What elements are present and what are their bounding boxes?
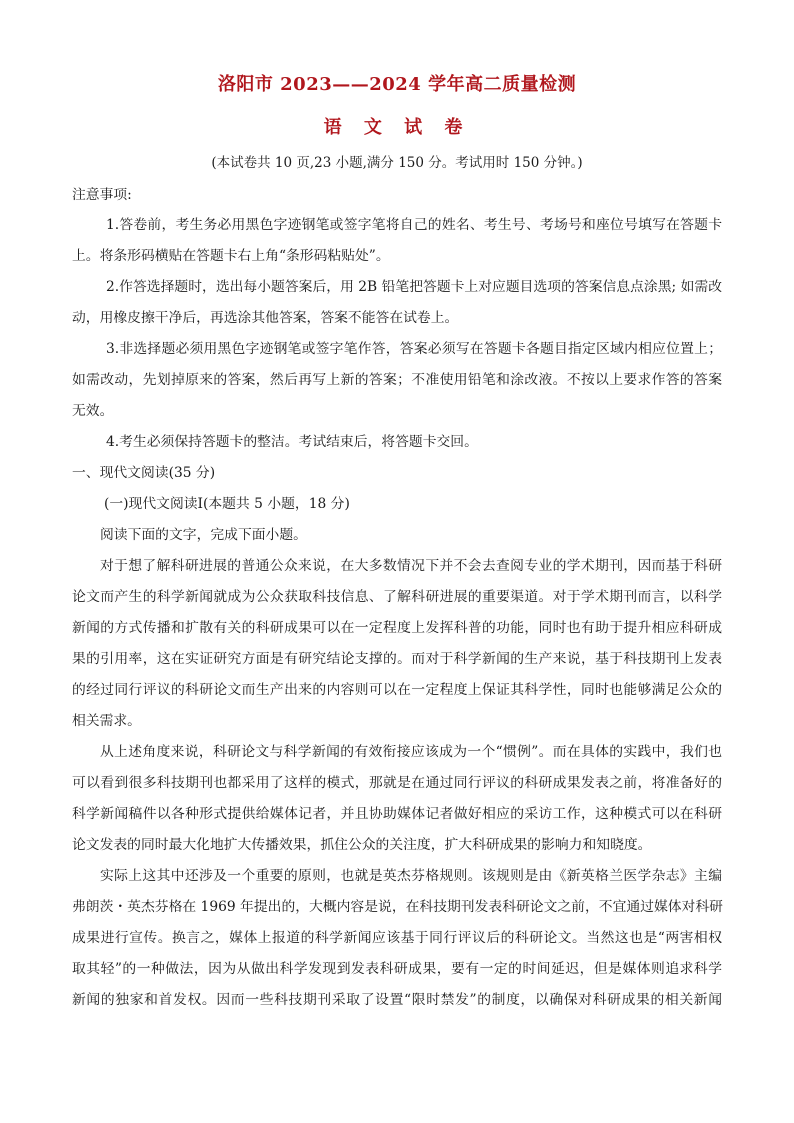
article-line: 新闻的独家和首发权。因而一些科技期刊采取了设置“限时禁发”的制度，以确保对科研成果的相关新闻 (72, 992, 722, 1008)
notice-line: 1.答卷前，考生务必用黑色字迹钢笔或签字笔将自己的姓名、考生号、考场号和座位号填写在答题卡 (106, 217, 722, 233)
article-line: 取其轻”的一种做法，因为从做出科学发现到发表科研成果，要有一定的时间延迟，但是媒体则追求科学 (72, 961, 722, 977)
notice-heading: 注意事项: (72, 187, 132, 203)
article-line: 科学新闻稿件以各种形式提供给媒体记者，并且协助媒体记者做好相应的采访工作，这种模式可以在科研 (72, 806, 722, 822)
notice-line: 2.作答选择题时，选出每小题答案后，用 2B 铅笔把答题卡上对应题目选项的答案信息点涂黑; 如需改 (106, 279, 722, 295)
section-heading: 一、现代文阅读(35 分) (72, 465, 216, 481)
article-line: 实际上这其中还涉及一个重要的原则，也就是英杰芬格规则。该规则是由《新英格兰医学杂志》主编 (100, 868, 722, 884)
article-line: 从上述角度来说，科研论文与科学新闻的有效衔接应该成为一个“惯例”。而在具体的实践中，我们也 (100, 744, 722, 760)
notice-line: 上。将条形码横贴在答题卡右上角“条形码粘贴处”。 (72, 248, 390, 264)
article-line: 成果进行宣传。换言之，媒体上报道的科学新闻应该基于同行评议后的科研论文。当然这也是“两害相权 (72, 930, 722, 946)
article-line: 新闻的方式传播和扩散有关的科研成果可以在一定程度上发挥科普的功能，同时也有助于提升相应科研成 (72, 620, 722, 636)
exam-title: 洛阳市 2023——2024 学年高二质量检测 (217, 74, 577, 95)
exam-subject: 语 文 试 卷 (323, 117, 471, 138)
article-line: 果的引用率，这在实证研究方面是有研究结论支撑的。而对于科学新闻的生产来说，基于科技期刊上发表 (72, 651, 722, 667)
notice-line: 4.考生必须保持答题卡的整洁。考试结束后，将答题卡交回。 (106, 434, 478, 450)
article-line: 论文而产生的科学新闻就成为公众获取科技信息、了解科研进展的重要渠道。对于学术期刊而言，以科学 (72, 589, 722, 605)
article-line: 论文发表的同时最大化地扩大传播效果，抓住公众的关注度，扩大科研成果的影响力和知晓度。 (72, 837, 652, 853)
subsection-heading: (一)现代文阅读Ⅰ(本题共 5 小题，18 分) (104, 496, 350, 512)
article-line: 弗朗茨・英杰芬格在 1969 年提出的，大概内容是说，在科技期刊发表科研论文之前，不宜通过媒体对科研 (72, 899, 723, 915)
article-line: 相关需求。 (72, 713, 141, 729)
reading-instruction: 阅读下面的文字，完成下面小题。 (100, 527, 307, 543)
notice-line: 无效。 (72, 403, 114, 419)
notice-line: 3.非选择题必须用黑色字迹钢笔或签字笔作答，答案必须写在答题卡各题目指定区域内相应位置上； (106, 341, 722, 357)
notice-line: 如需改动，先划掉原来的答案，然后再写上新的答案；不准使用铅笔和涂改液。不按以上要求作答的答案 (72, 372, 722, 388)
exam-meta: (本试卷共 10 页,23 小题,满分 150 分。考试用时 150 分钟。) (211, 155, 583, 171)
article-line: 可以看到很多科技期刊也都采用了这样的模式，那就是在通过同行评议的科研成果发表之前，将准备好的 (72, 775, 722, 791)
article-line: 的经过同行评议的科研论文而生产出来的内容则可以在一定程度上保证其科学性，同时也能够满足公众的 (72, 682, 722, 698)
article-line: 对于想了解科研进展的普通公众来说，在大多数情况下并不会去查阅专业的学术期刊，因而基于科研 (100, 558, 722, 574)
notice-line: 动，用橡皮擦干净后，再选涂其他答案，答案不能答在试卷上。 (72, 310, 459, 326)
